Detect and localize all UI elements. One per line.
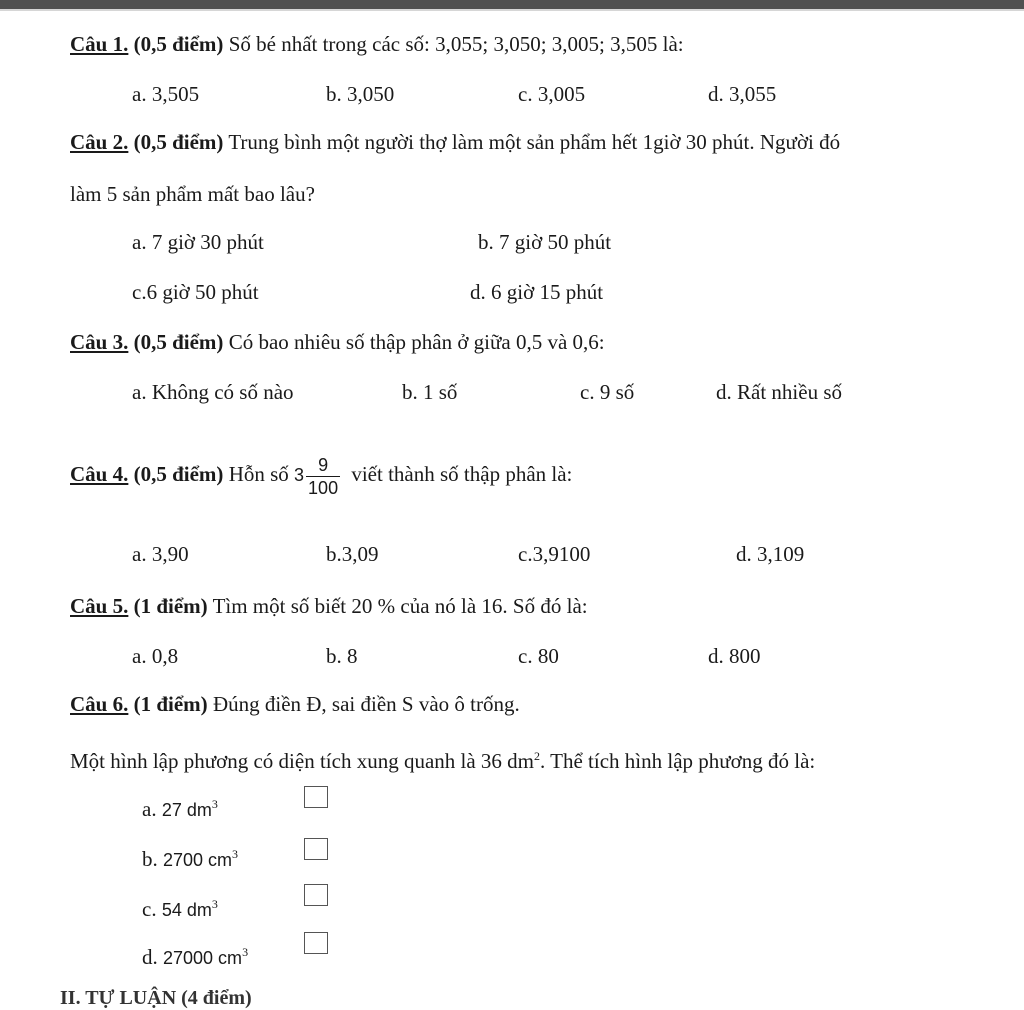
question-6-stem	[70, 744, 815, 773]
question-1-label: Câu 1.	[70, 32, 129, 56]
fraction-denominator: 100	[308, 477, 339, 498]
q6-option-a-letter: a.	[142, 797, 157, 821]
question-2-label: Câu 2.	[70, 130, 129, 154]
q2-option-d: d. 6 giờ 15 phút	[470, 280, 604, 304]
q1-option-c: c. 3,005	[518, 82, 586, 106]
fraction-numerator: 9	[306, 454, 340, 477]
q5-option-a: a. 0,8	[132, 644, 179, 668]
q6-option-c	[142, 892, 218, 922]
q6-option-a-sup: 3	[211, 797, 218, 811]
question-2-text-line2: làm 5 sản phẩm mất bao lâu?	[70, 182, 315, 206]
q3-option-b: b. 1 số	[402, 380, 458, 404]
question-4	[70, 452, 572, 499]
mixed-number-fraction	[306, 454, 340, 499]
q6-option-d-letter: d.	[142, 945, 158, 969]
question-4-label: Câu 4.	[70, 462, 129, 486]
q6-answer-box-b[interactable]	[304, 838, 328, 860]
mixed-number-whole: 3	[294, 465, 305, 485]
q3-option-d: d. Rất nhiều số	[716, 380, 842, 404]
q6-option-c-letter: c.	[142, 897, 157, 921]
question-5-label: Câu 5.	[70, 594, 129, 618]
question-5-points: (1 điểm)	[133, 594, 208, 618]
q4-option-c: c.3,9100	[518, 542, 591, 566]
question-6-stem-text: Một hình lập phương có diện tích xung quanh là 36 dm	[70, 749, 535, 773]
question-1-points: (0,5 điểm)	[133, 32, 224, 56]
cut-off-section-heading: II. TỰ LUẬN (4 điểm)	[60, 987, 252, 1009]
q4-option-b: b.3,09	[326, 542, 379, 566]
question-6-points: (1 điểm)	[133, 692, 208, 716]
q1-option-b: b. 3,050	[326, 82, 395, 106]
question-3-points: (0,5 điểm)	[133, 330, 224, 354]
q6-answer-box-c[interactable]	[304, 884, 328, 906]
question-6-label: Câu 6.	[70, 692, 129, 716]
question-4-points: (0,5 điểm)	[133, 462, 224, 486]
top-border	[0, 0, 1024, 9]
question-3-text: Có bao nhiêu số thập phân ở giữa 0,5 và 0,6:	[228, 330, 605, 354]
q6-option-b	[142, 842, 238, 872]
question-6	[70, 692, 520, 716]
q2-option-b: b. 7 giờ 50 phút	[478, 230, 612, 254]
q6-option-d-value: 27000 cm	[163, 948, 243, 968]
question-3	[70, 330, 605, 354]
question-6-stem-sup: 2	[534, 749, 541, 763]
question-1-text: Số bé nhất trong các số: 3,055; 3,050; 3,005; 3,505 là:	[228, 32, 684, 56]
question-5	[70, 594, 588, 618]
q3-option-c: c. 9 số	[580, 380, 635, 404]
question-4-text-before: Hỗn số	[228, 462, 289, 486]
question-3-label: Câu 3.	[70, 330, 129, 354]
q6-option-d	[142, 940, 248, 970]
q4-option-d: d. 3,109	[736, 542, 805, 566]
question-5-text: Tìm một số biết 20 % của nó là 16. Số đó là:	[212, 594, 588, 618]
q5-option-b: b. 8	[326, 644, 358, 668]
question-4-text-after: viết thành số thập phân là:	[351, 462, 573, 486]
question-1	[70, 32, 684, 56]
q6-option-a-value: 27 dm	[161, 800, 212, 820]
q4-option-a: a. 3,90	[132, 542, 189, 566]
q3-option-a: a. Không có số nào	[132, 380, 294, 404]
question-6-text: Đúng điền Đ, sai điền S vào ô trống.	[212, 692, 520, 716]
top-border-line	[0, 9, 1024, 11]
q2-option-c: c.6 giờ 50 phút	[132, 280, 259, 304]
q6-option-b-letter: b.	[142, 847, 158, 871]
q2-option-a: a. 7 giờ 30 phút	[132, 230, 264, 254]
q6-option-d-sup: 3	[242, 945, 249, 959]
q6-option-b-sup: 3	[232, 847, 239, 861]
q6-answer-box-a[interactable]	[304, 786, 328, 808]
q1-option-d: d. 3,055	[708, 82, 777, 106]
q5-option-d: d. 800	[708, 644, 761, 668]
q1-option-a: a. 3,505	[132, 82, 200, 106]
question-6-stem-end: . Thể tích hình lập phương đó là:	[540, 749, 816, 773]
q6-option-b-value: 2700 cm	[163, 850, 233, 870]
question-2-text: Trung bình một người thợ làm một sản phẩm hết 1giờ 30 phút. Người đó	[228, 130, 841, 154]
q6-answer-box-d[interactable]	[304, 932, 328, 954]
q6-option-c-value: 54 dm	[161, 900, 212, 920]
q6-option-a	[142, 792, 218, 822]
q5-option-c: c. 80	[518, 644, 559, 668]
question-2	[70, 130, 840, 154]
q6-option-c-sup: 3	[211, 897, 218, 911]
question-2-points: (0,5 điểm)	[133, 130, 224, 154]
